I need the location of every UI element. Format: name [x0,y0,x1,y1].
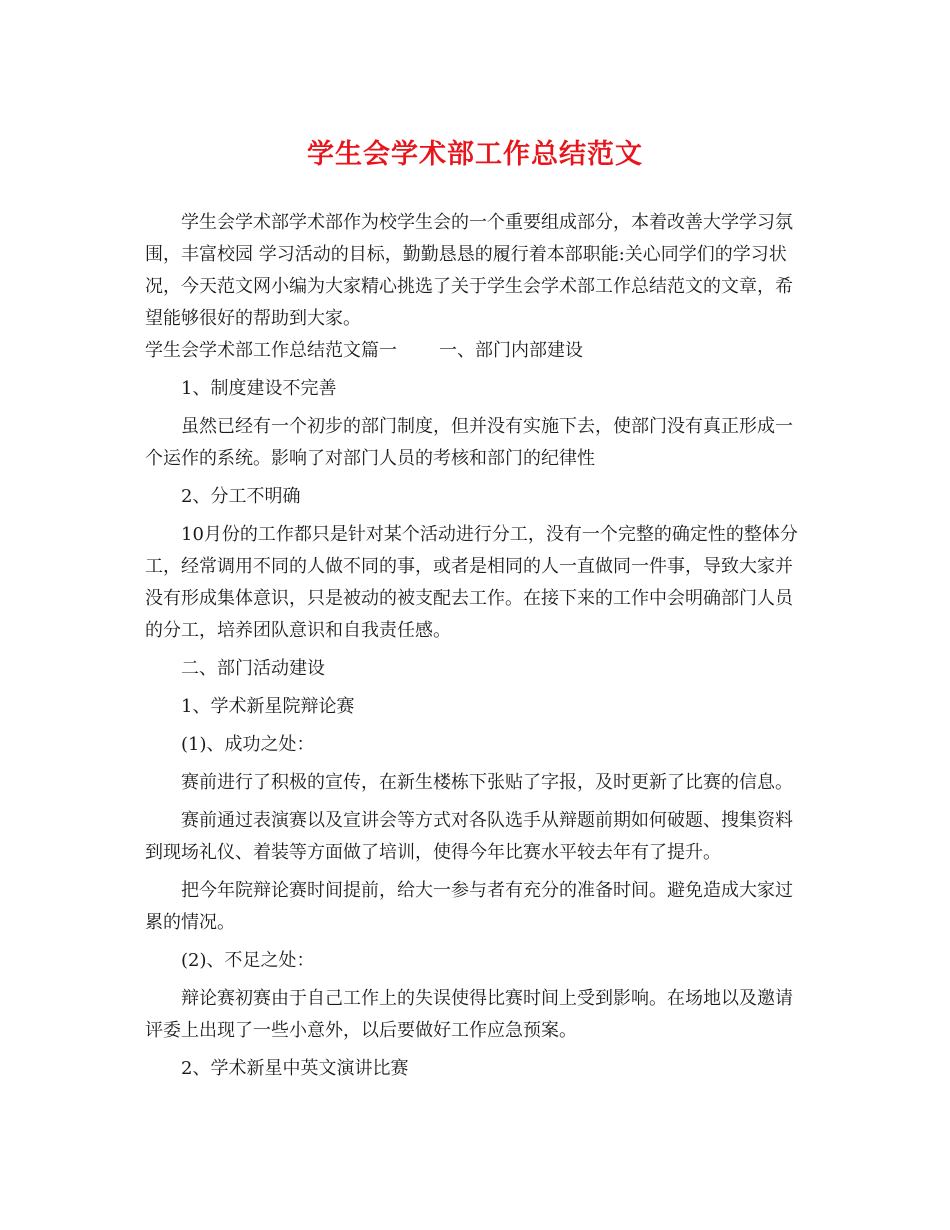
section-title: 学生会学术部工作总结范文篇一 [145,340,397,361]
body-paragraph: 2、分工不明确 [181,486,301,507]
body-paragraph: 10月份的工作都只是针对某个活动进行分工，没有一个完整的确定性的整体分工，经常调用不同的人做不同的事，或者是相同的人一直做同一件事，导致大家并没有形成集体意识，只是被动的被支配去工作。在接下来的工作中会明确部门人员的分工，培养团队意识和自我责任感。 [145,524,798,641]
body-paragraph: 1、制度建设不完善 [181,378,337,399]
section-subtitle: 一、部门内部建设 [439,340,583,361]
document-body [145,207,805,1085]
body-paragraph: 把今年院辩论赛时间提前，给大一参与者有充分的准备时间。避免造成大家过累的情况。 [145,880,793,933]
intro-paragraph: 学生会学术部学术部作为校学生会的一个重要组成部分，本着改善大学学习氛围，丰富校园 学习活动的目标，勤勤恳恳的履行着本部职能:关心同学们的学习状况，今天范文网小编为大家精心挑选了关于学生会学术部工作总结范文的文章，希望能够很好的帮助到大家。 [145,212,793,329]
document-title: 学生会学术部工作总结范文 [307,139,643,170]
body-paragraph: 1、学术新星院辩论赛 [181,696,355,717]
body-paragraph: (1)、成功之处： [181,734,315,755]
body-paragraph: 二、部门活动建设 [181,658,325,679]
body-paragraph: 赛前进行了积极的宣传，在新生楼栋下张贴了字报，及时更新了比赛的信息。 [181,772,793,793]
body-paragraph: 2、学术新星中英文演讲比赛 [181,1058,409,1079]
body-paragraph: 辩论赛初赛由于自己工作上的失误使得比赛时间上受到影响。在场地以及邀请评委上出现了一些小意外，以后要做好工作应急预案。 [145,988,793,1041]
body-paragraph: (2)、不足之处： [181,950,315,971]
body-paragraph: 虽然已经有一个初步的部门制度，但并没有实施下去，使部门没有真正形成一个运作的系统。影响了对部门人员的考核和部门的纪律性 [145,416,793,469]
section-heading [145,335,805,367]
body-paragraph: 赛前通过表演赛以及宣讲会等方式对各队选手从辩题前期如何破题、搜集资料到现场礼仪、着装等方面做了培训，使得今年比赛水平较去年有了提升。 [145,810,793,863]
